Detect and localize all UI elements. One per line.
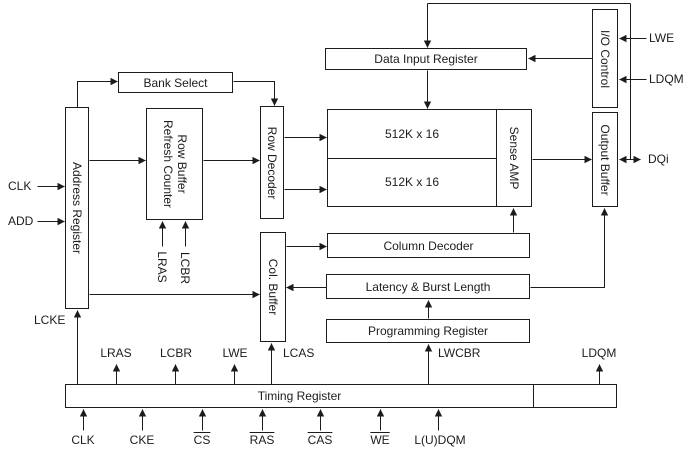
address-register-block [65, 107, 89, 309]
lcbr-refresh-label: LCBR [178, 251, 192, 285]
output-buffer-label: Output Buffer [598, 123, 612, 196]
col-buffer-label: Col. Buffer [266, 258, 280, 316]
row-buffer-refresh-counter-block [146, 108, 203, 220]
pin-clk-label: CLK [71, 433, 95, 447]
memory-bank-top [328, 110, 496, 159]
sense-amp-label: Sense AMP [507, 126, 521, 190]
lwe-io-label: LWE [649, 31, 675, 45]
memory-array-block [327, 109, 532, 207]
pin-cke-label: CKE [129, 433, 155, 447]
lras-refresh-wrap [155, 249, 169, 285]
memory-bank-top-label: 512K x 16 [384, 126, 440, 141]
add-input-label: ADD [8, 214, 34, 228]
io-control-label: I/O Control [598, 29, 612, 88]
bank-select-label: Bank Select [143, 75, 208, 90]
lcas-timing-label: LCAS [283, 346, 315, 360]
column-decoder-block [327, 233, 530, 258]
row-decoder-block [260, 106, 284, 219]
pin-ras-label: $\overline{RAS}$ [249, 433, 275, 447]
pin-cs-label: $\overline{CS}$ [193, 433, 211, 447]
latency-burst-length-block [326, 274, 530, 299]
io-control-block [592, 9, 618, 108]
data-input-register-label: Data Input Register [374, 52, 478, 66]
row-decoder-label: Row Decoder [265, 126, 279, 199]
sense-amp-block [497, 110, 531, 206]
lcke-label: LCKE [34, 313, 66, 327]
memory-bank-bottom-label: 512K x 16 [384, 175, 440, 190]
pin-cas-label: $\overline{CAS}$ [307, 433, 333, 447]
lwe-timing-label: LWE [222, 346, 248, 360]
timing-register-block [65, 384, 617, 408]
clk-input-label: CLK [8, 179, 32, 193]
timing-register-label: Timing Register [257, 389, 342, 403]
timing-register-dqm-section [534, 385, 616, 407]
row-buffer-refresh-counter-label: Row Buffer Refresh Counter [160, 119, 189, 209]
programming-register-block [326, 319, 530, 343]
latency-burst-length-label: Latency & Burst Length [365, 279, 491, 294]
pin-we-label: $\overline{WE}$ [370, 433, 390, 447]
column-decoder-label: Column Decoder [383, 238, 474, 253]
col-buffer-block [260, 232, 286, 342]
pin-ludqm-label: L(U)DQM [414, 433, 466, 447]
ldqm-io-label: LDQM [649, 72, 684, 86]
address-register-label: Address Register [70, 161, 84, 255]
wire-bankselect-to-rowdecoder [234, 82, 275, 106]
timing-register-main [66, 385, 534, 407]
lwcbr-timing-label: LWCBR [438, 346, 481, 360]
memory-bank-bottom [328, 159, 496, 207]
lcbr-refresh-wrap [178, 249, 192, 287]
bank-select-block [118, 72, 233, 93]
lcbr-timing-label: LCBR [159, 346, 192, 360]
lras-timing-label: LRAS [100, 346, 132, 360]
memory-banks [328, 110, 497, 206]
wire-addressregister-to-bankselect [78, 82, 118, 108]
output-buffer-block [592, 112, 618, 207]
wire-latency-to-outputbuffer [531, 209, 605, 288]
dqi-label: DQi [648, 152, 669, 166]
data-input-register-block [325, 48, 527, 70]
programming-register-label: Programming Register [367, 324, 489, 338]
lras-refresh-label: LRAS [155, 251, 169, 283]
ldqm-timing-label: LDQM [581, 346, 617, 360]
